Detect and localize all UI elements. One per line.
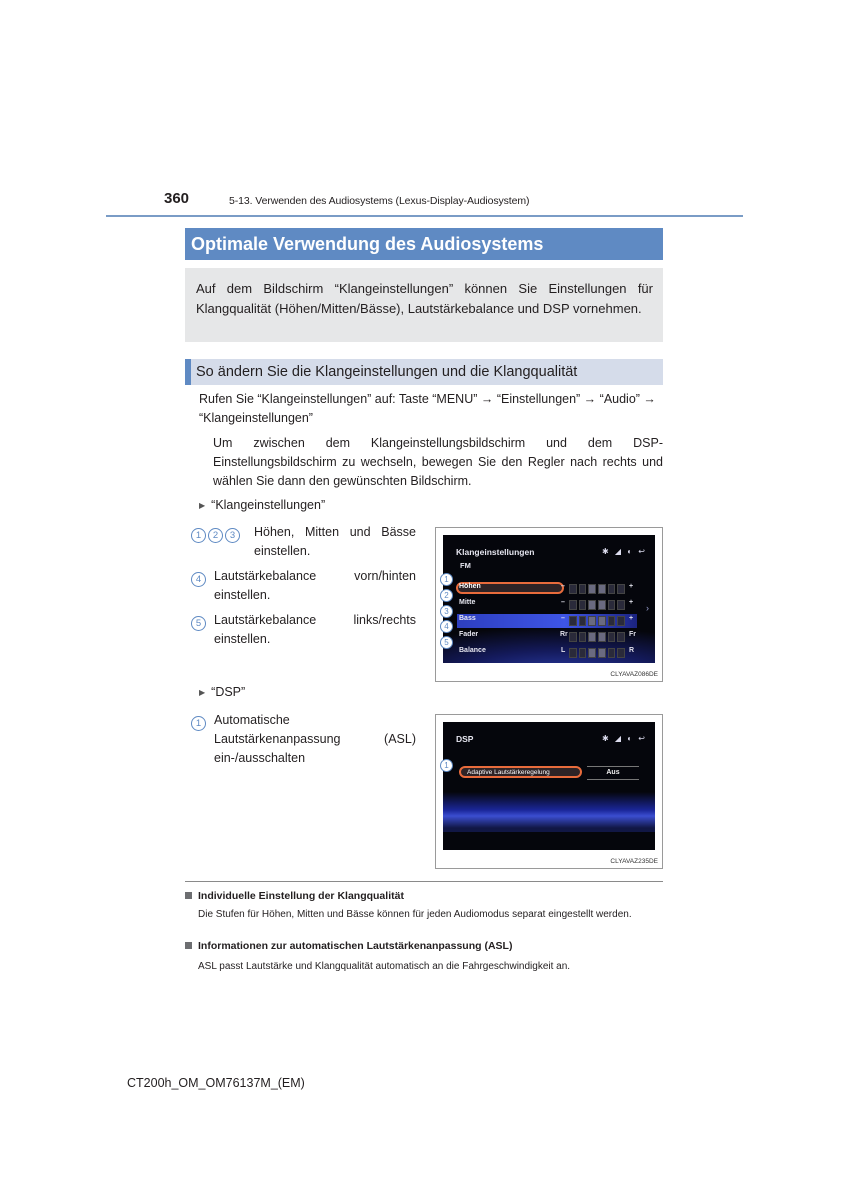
meter-left-label: Rr: [560, 631, 568, 638]
setting-row-fader: [457, 630, 637, 644]
meter-right-label: Fr: [629, 631, 636, 638]
chevron-right-icon: ›: [646, 603, 649, 613]
row-label: Fader: [459, 631, 479, 638]
setting-row-mid: [457, 598, 637, 612]
bullet-label: “DSP”: [211, 685, 246, 699]
number-badge: 1: [191, 716, 206, 731]
figure-callout: [440, 620, 455, 633]
number-badge: 4: [191, 572, 206, 587]
figure-callout: [440, 759, 455, 772]
screen-source: FM: [460, 561, 471, 570]
number-badge: 2: [208, 528, 223, 543]
number-badge: 1: [440, 759, 453, 772]
square-bullet-icon: [185, 942, 192, 949]
level-meter: [569, 648, 625, 658]
dsp-figure: [435, 714, 663, 869]
sound-settings-screen: [443, 535, 655, 663]
note-heading-text: Informationen zur automatischen Lautstärkenanpassung (ASL): [198, 940, 513, 952]
number-badge: 3: [225, 528, 240, 543]
badge-group: [191, 569, 208, 588]
row-label: Bass: [459, 615, 476, 622]
note-heading-text: Individuelle Einstellung der Klangqualität: [198, 890, 404, 902]
figure-code: CLYAVAZ235DE: [610, 858, 658, 865]
triangle-bullet-icon: ▶: [199, 688, 206, 697]
list-item-text: Höhen, Mitten und Bässe einstellen.: [254, 525, 416, 558]
meter-left-label: L: [561, 647, 566, 654]
list-item: [191, 611, 416, 649]
note-heading: [185, 940, 512, 952]
note-heading: [185, 890, 404, 902]
figure-callout: [440, 636, 455, 649]
list-item: [191, 711, 416, 768]
level-meter: [569, 584, 625, 594]
status-icons: ✱ ◢ ◐ ↩: [601, 734, 647, 743]
number-badge: 4: [440, 620, 453, 633]
screen-glow: [443, 792, 655, 832]
meter-left-label: –: [561, 583, 565, 590]
list-item-text: Lautstärkebalance links/rechts einstellen.: [214, 613, 416, 646]
bullet-dsp: [199, 685, 245, 699]
meter-left-label: –: [561, 615, 565, 622]
dsp-screen: [443, 722, 655, 850]
status-icons: ✱ ◢ ◐ ↩: [601, 547, 647, 556]
figure-callout: [440, 589, 455, 602]
bullet-label: “Klangeinstellungen”: [211, 498, 326, 512]
notes-divider: [185, 881, 663, 882]
row-label: Balance: [459, 647, 486, 654]
badge-group: [191, 525, 242, 544]
dsp-option-value: Aus: [587, 766, 639, 780]
row-label: Höhen: [459, 583, 481, 590]
number-badge: 5: [191, 616, 206, 631]
footer-doc-code: CT200h_OM_OM76137M_(EM): [127, 1076, 305, 1090]
level-meter: [569, 600, 625, 610]
setting-row-balance: [457, 646, 637, 660]
list-item-text: Lautstärkebalance vorn/hinten einstellen.: [214, 569, 416, 602]
row-label: Mitte: [459, 599, 476, 606]
badge-group: [191, 613, 208, 632]
meter-right-label: +: [629, 615, 634, 622]
figure-code: CLYAVAZ086DE: [610, 671, 658, 678]
page-number: 360: [164, 190, 190, 207]
running-head: 5-13. Verwenden des Audiosystems (Lexus-Display-Audiosystem): [229, 195, 530, 207]
badge-group: [191, 713, 208, 732]
list-item: [191, 567, 416, 605]
setting-row-bass: [457, 614, 637, 628]
sound-settings-figure: [435, 527, 663, 682]
number-badge: 1: [440, 573, 453, 586]
subsection-title: So ändern Sie die Klangeinstellungen und die Klangqualität: [185, 359, 663, 385]
step-text: Rufen Sie “Klangeinstellungen” auf: Taste “MENU” → “Einstellungen” → “Audio” → “Klangeinstellungen”: [199, 392, 656, 425]
number-badge: 1: [191, 528, 206, 543]
list-item: [191, 523, 416, 561]
level-meter: [569, 632, 625, 642]
meter-left-label: –: [561, 599, 565, 606]
header-rule: [106, 215, 743, 217]
bullet-sound-settings: [199, 498, 325, 512]
intro-box: Auf dem Bildschirm “Klangeinstellungen” können Sie Einstellungen für Klangqualität (Höhen/Mitten/Bässe), Lautstärkebalance und DSP vornehmen.: [185, 268, 663, 342]
note-text: ASL passt Lautstärke und Klangqualität automatisch an die Fahrgeschwindigkeit an.: [198, 961, 571, 972]
section-title: Optimale Verwendung des Audiosystems: [185, 228, 663, 260]
setting-row-treble: [457, 582, 637, 596]
explanation-text: Um zwischen dem Klangeinstellungsbildschirm und dem DSP-Einstellungsbildschirm zu wechseln, bewegen Sie den Regler nach rechts und wählen Sie dann den gewünschten Bildschirm.: [213, 436, 663, 488]
level-meter: [569, 616, 625, 626]
note-text: Die Stufen für Höhen, Mitten und Bässe können für jeden Audiomodus separat eingestellt werden.: [198, 909, 632, 920]
number-badge: 3: [440, 605, 453, 618]
triangle-bullet-icon: ▶: [199, 501, 206, 510]
square-bullet-icon: [185, 892, 192, 899]
meter-right-label: +: [629, 583, 634, 590]
figure-callout: [440, 573, 455, 586]
figure-callout: [440, 605, 455, 618]
screen-title: DSP: [456, 734, 474, 744]
meter-right-label: R: [629, 647, 635, 654]
number-badge: 2: [440, 589, 453, 602]
list-item-text: Automatische Lautstärkenanpassung (ASL) ein-/ausschalten: [214, 713, 416, 765]
screen-title: Klangeinstellungen: [456, 547, 535, 557]
meter-right-label: +: [629, 599, 634, 606]
number-badge: 5: [440, 636, 453, 649]
dsp-option-asl: Adaptive Lautstärkeregelung: [459, 766, 582, 778]
